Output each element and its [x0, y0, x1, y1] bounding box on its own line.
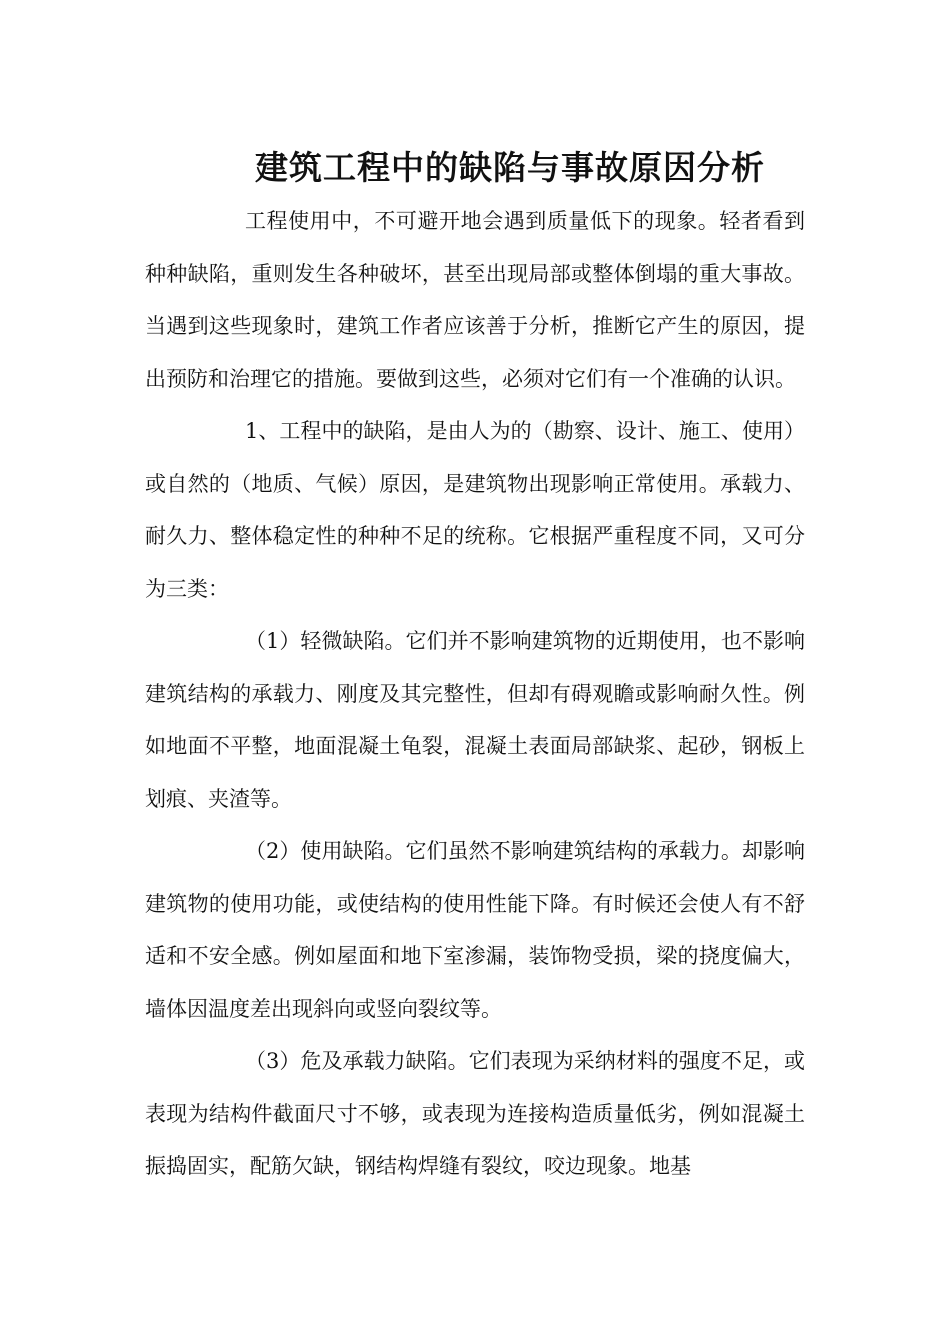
document-title: 建筑工程中的缺陷与事故原因分析 — [255, 148, 765, 188]
paragraph-intro: 工程使用中，不可避开地会遇到质量低下的现象。轻者看到种种缺陷，重则发生各种破坏，甚至出现局部或整体倒塌的重大事故。当遇到这些现象时，建筑工作者应该善于分析，推断它产生的原因，提出预防和治理它的措施。要做到这些，必须对它们有一个准确的认识。 — [145, 209, 805, 391]
paragraph-defect-definition: 1、工程中的缺陷，是由人为的（勘察、设计、施工、使用）或自然的（地质、气候）原因，是建筑物出现影响正常使用。承载力、耐久力、整体稳定性的种种不足的统称。它根据严重程度不同，又可分为三类： — [145, 419, 805, 601]
paragraph-usage-defects: （2）使用缺陷。它们虽然不影响建筑结构的承载力。却影响建筑物的使用功能，或使结构的使用性能下降。有时候还会使人有不舒适和不安全感。例如屋面和地下室渗漏，装饰物受损，梁的挠度偏大，墙体因温度差出现斜向或竖向裂纹等。 — [145, 839, 805, 1021]
paragraph-capacity-defects: （3）危及承载力缺陷。它们表现为采纳材料的强度不足，或表现为结构件截面尺寸不够，或表现为连接构造质量低劣，例如混凝土振捣固实，配筋欠缺，钢结构焊缝有裂纹，咬边现象。地基 — [145, 1049, 805, 1178]
paragraph-minor-defects: （1）轻微缺陷。它们并不影响建筑物的近期使用，也不影响建筑结构的承载力、刚度及其完整性，但却有碍观瞻或影响耐久性。例如地面不平整，地面混凝土龟裂，混凝土表面局部缺浆、起砂，钢板上划痕、夹渣等。 — [145, 629, 805, 811]
document-body — [145, 195, 805, 1193]
